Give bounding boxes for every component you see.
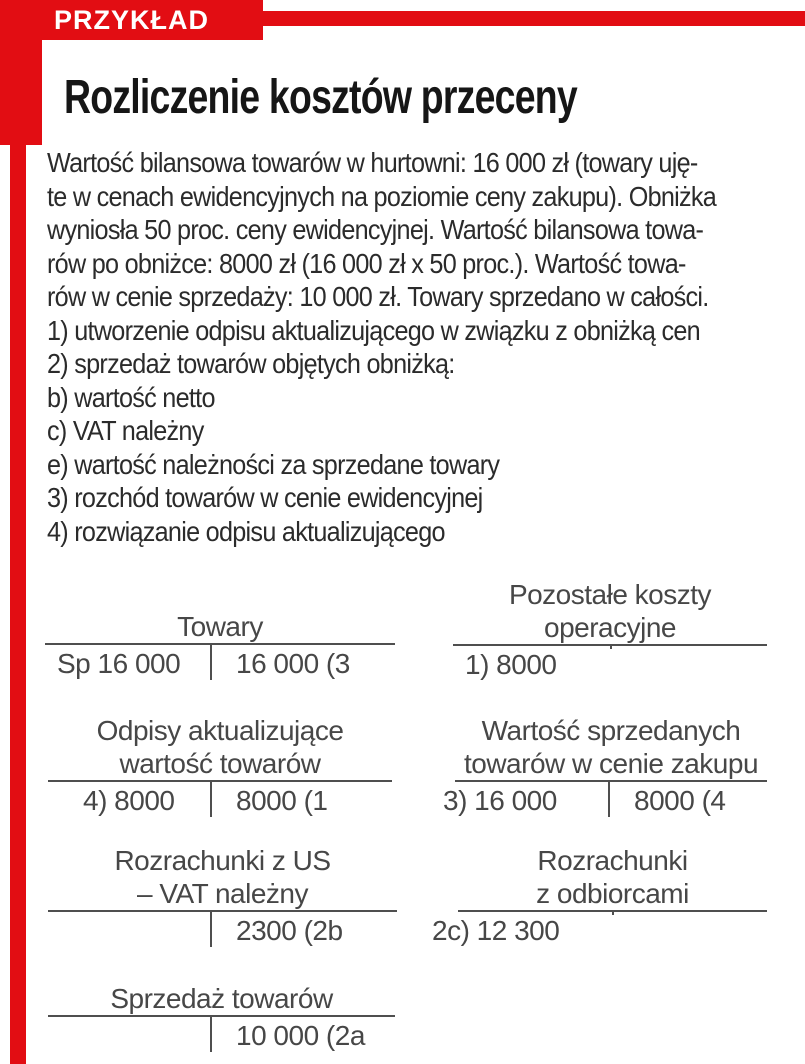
debit-value: 3) 16 000 [443, 785, 557, 816]
taccount-credit-cell [608, 782, 767, 817]
taccount-pozostale-koszty-operacyjne [453, 578, 767, 690]
taccount-body [443, 780, 767, 826]
taccount-credit-cell [610, 646, 767, 649]
taccount-body [45, 643, 395, 689]
taccount-title-line: z odbiorcami [536, 878, 689, 909]
taccount-header [48, 982, 395, 1015]
taccount-header [48, 844, 397, 910]
taccount-title-line: Pozostałe koszty [508, 579, 712, 610]
taccount-title-line: wartość towarów [119, 748, 321, 779]
taccount-title-line: Wartość sprzedanych [481, 715, 741, 746]
taccount-debit-cell [45, 645, 210, 680]
credit-value: 8000 (1 [236, 785, 328, 816]
top-accent-rule [263, 11, 805, 26]
taccount-body [48, 780, 392, 826]
page-title: Rozliczenie kosztów przeceny [64, 71, 577, 124]
taccount-credit-cell [612, 912, 767, 915]
taccount-debit-cell [48, 912, 210, 915]
body-line: b) wartość netto [47, 381, 215, 413]
body-line: 4) rozwiązanie odpisu aktualizującego [47, 515, 445, 547]
left-accent-bar [10, 140, 26, 1064]
debit-value: 4) 8000 [83, 785, 175, 816]
taccount-debit-cell [432, 912, 612, 947]
taccount-title-line: Odpisy aktualizujące [96, 715, 344, 746]
body-line: Wartość bilansowa towarów w hurtowni: 16 000 zł (towary uję- [47, 147, 698, 178]
body-line: e) wartość należności za sprzedane towary [47, 448, 500, 480]
taccount-body [48, 1015, 395, 1064]
taccount-debit-cell [453, 646, 610, 681]
taccount-rozrachunki-z-us-vat-nalezny [48, 844, 397, 956]
debit-value: 1) 8000 [465, 649, 557, 680]
taccount-body [48, 910, 397, 956]
taccount-body [432, 910, 767, 956]
example-tag: PRZYKŁAD [0, 0, 263, 40]
body-line: rów w cenie sprzedaży: 10 000 zł. Towary sprzedano w całości. [47, 281, 709, 312]
taccount-odpisy-aktualizujace-wartosc-towarow [48, 714, 392, 826]
taccount-body [453, 644, 767, 690]
body-line: rów po obniżce: 8000 zł (16 000 zł x 50 proc.). Wartość towa- [47, 247, 686, 279]
taccount-debit-cell [48, 1017, 210, 1020]
taccount-credit-cell [210, 645, 395, 680]
taccount-title-line: operacyjne [544, 612, 676, 643]
taccount-sprzedaz-towarow [48, 982, 395, 1064]
body-line: 3) rozchód towarów w cenie ewidencyjnej [47, 482, 483, 513]
credit-value: 10 000 (2a [236, 1020, 365, 1051]
taccount-title-line: – VAT należny [137, 878, 308, 909]
taccount-credit-cell [210, 1017, 395, 1052]
debit-value: 2c) 12 300 [432, 915, 560, 946]
taccount-title-line: Towary [177, 611, 263, 642]
credit-value: 2300 (2b [236, 915, 343, 946]
body-line: 2) sprzedaż towarów objętych obniżką: [47, 348, 455, 379]
taccount-debit-cell [48, 782, 210, 817]
taccount-credit-cell [210, 912, 397, 947]
taccount-title-line: towarów w cenie zakupu [463, 748, 759, 779]
taccount-rozrachunki-z-odbiorcami [432, 844, 767, 956]
taccount-header [45, 610, 395, 643]
taccount-header [455, 714, 767, 780]
body-line: 1) utworzenie odpisu aktualizującego w związku z obniżką cen [47, 314, 700, 346]
taccount-title-line: Sprzedaż towarów [110, 983, 333, 1014]
body-line: c) VAT należny [47, 415, 204, 446]
credit-value: 8000 (4 [634, 785, 726, 816]
taccount-title-line: Rozrachunki [537, 845, 688, 876]
taccount-credit-cell [210, 782, 392, 817]
credit-value: 16 000 (3 [236, 648, 350, 679]
taccount-debit-cell [443, 782, 608, 817]
body-text [47, 146, 803, 548]
taccount-wartosc-sprzedanych-towarow-w-cenie-zakupu [443, 714, 767, 826]
debit-value: Sp 16 000 [57, 648, 181, 679]
body-line: wyniosła 50 proc. ceny ewidencyjnej. Wartość bilansowa towa- [47, 214, 704, 245]
taccount-header [48, 714, 392, 780]
taccount-towary [45, 610, 395, 689]
taccount-title-line: Rozrachunki z US [114, 845, 331, 876]
taccount-header [458, 844, 767, 910]
taccount-header [453, 578, 767, 644]
body-line: te w cenach ewidencyjnych na poziomie ceny zakupu). Obniżka [47, 180, 717, 212]
